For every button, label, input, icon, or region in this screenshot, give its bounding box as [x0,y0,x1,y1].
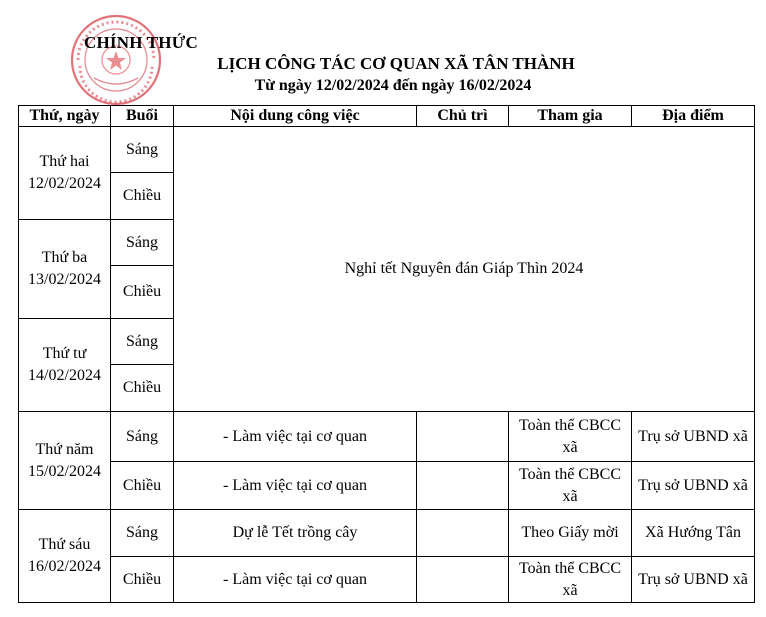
day-date: 12/02/2024 [28,175,101,192]
day-cell [19,319,111,412]
location-cell: Trụ sở UBND xã [632,412,755,462]
session-cell: Sáng [111,412,174,462]
table-row [19,127,755,173]
day-cell [19,510,111,603]
location-cell: Trụ sở UBND xã [632,557,755,603]
col-header-participants: Tham gia [509,106,632,127]
col-header-session: Buổi [111,106,174,127]
location-cell: Xã Hướng Tân [632,510,755,557]
chair-cell [417,510,509,557]
official-label: CHÍNH THỨC [84,33,198,52]
content-cell: - Làm việc tại cơ quan [174,462,417,510]
participants-cell: Toàn thể CBCC xã [509,462,632,510]
day-date: 13/02/2024 [28,271,101,288]
day-cell [19,220,111,319]
content-cell: Dự lễ Tết trồng cây [174,510,417,557]
table-header-row [19,106,755,127]
location-cell: Trụ sở UBND xã [632,462,755,510]
holiday-cell: Nghỉ tết Nguyên đán Giáp Thìn 2024 [174,127,755,412]
content-cell: - Làm việc tại cơ quan [174,557,417,603]
table-row [19,412,755,462]
session-cell: Chiều [111,557,174,603]
day-name: Thứ tư [42,345,87,362]
session-cell: Chiều [111,266,174,319]
day-cell [19,412,111,510]
table-row [19,462,755,510]
table-row [19,510,755,557]
col-header-day: Thứ, ngày [19,106,111,127]
day-cell [19,127,111,220]
chair-cell [417,412,509,462]
day-name: Thứ ba [41,249,88,266]
chair-cell [417,462,509,510]
page-title: LỊCH CÔNG TÁC CƠ QUAN XÃ TÂN THÀNH [217,54,575,73]
participants-cell: Toàn thể CBCC xã [509,557,632,603]
date-range: Từ ngày 12/02/2024 đến ngày 16/02/2024 [254,77,532,94]
day-name: Thứ năm [35,440,94,458]
col-header-content: Nội dung công việc [174,106,417,127]
participants-cell: Toàn thể CBCC xã [509,412,632,462]
content-cell: - Làm việc tại cơ quan [174,412,417,462]
day-date: 14/02/2024 [28,367,101,384]
col-header-chair: Chủ trì [417,106,509,127]
session-cell: Sáng [111,510,174,557]
session-cell: Sáng [111,127,174,173]
schedule-table [18,105,755,603]
session-cell: Chiều [111,173,174,220]
session-cell: Chiều [111,462,174,510]
day-name: Thứ sáu [38,536,91,553]
participants-cell: Theo Giấy mời [509,510,632,557]
day-name: Thứ hai [39,153,90,170]
table-row [19,557,755,603]
col-header-location: Địa điểm [632,106,755,127]
session-cell: Chiều [111,365,174,412]
day-date: 16/02/2024 [28,558,101,575]
session-cell: Sáng [111,319,174,365]
day-date: 15/02/2024 [28,462,101,480]
session-cell: Sáng [111,220,174,266]
chair-cell [417,557,509,603]
